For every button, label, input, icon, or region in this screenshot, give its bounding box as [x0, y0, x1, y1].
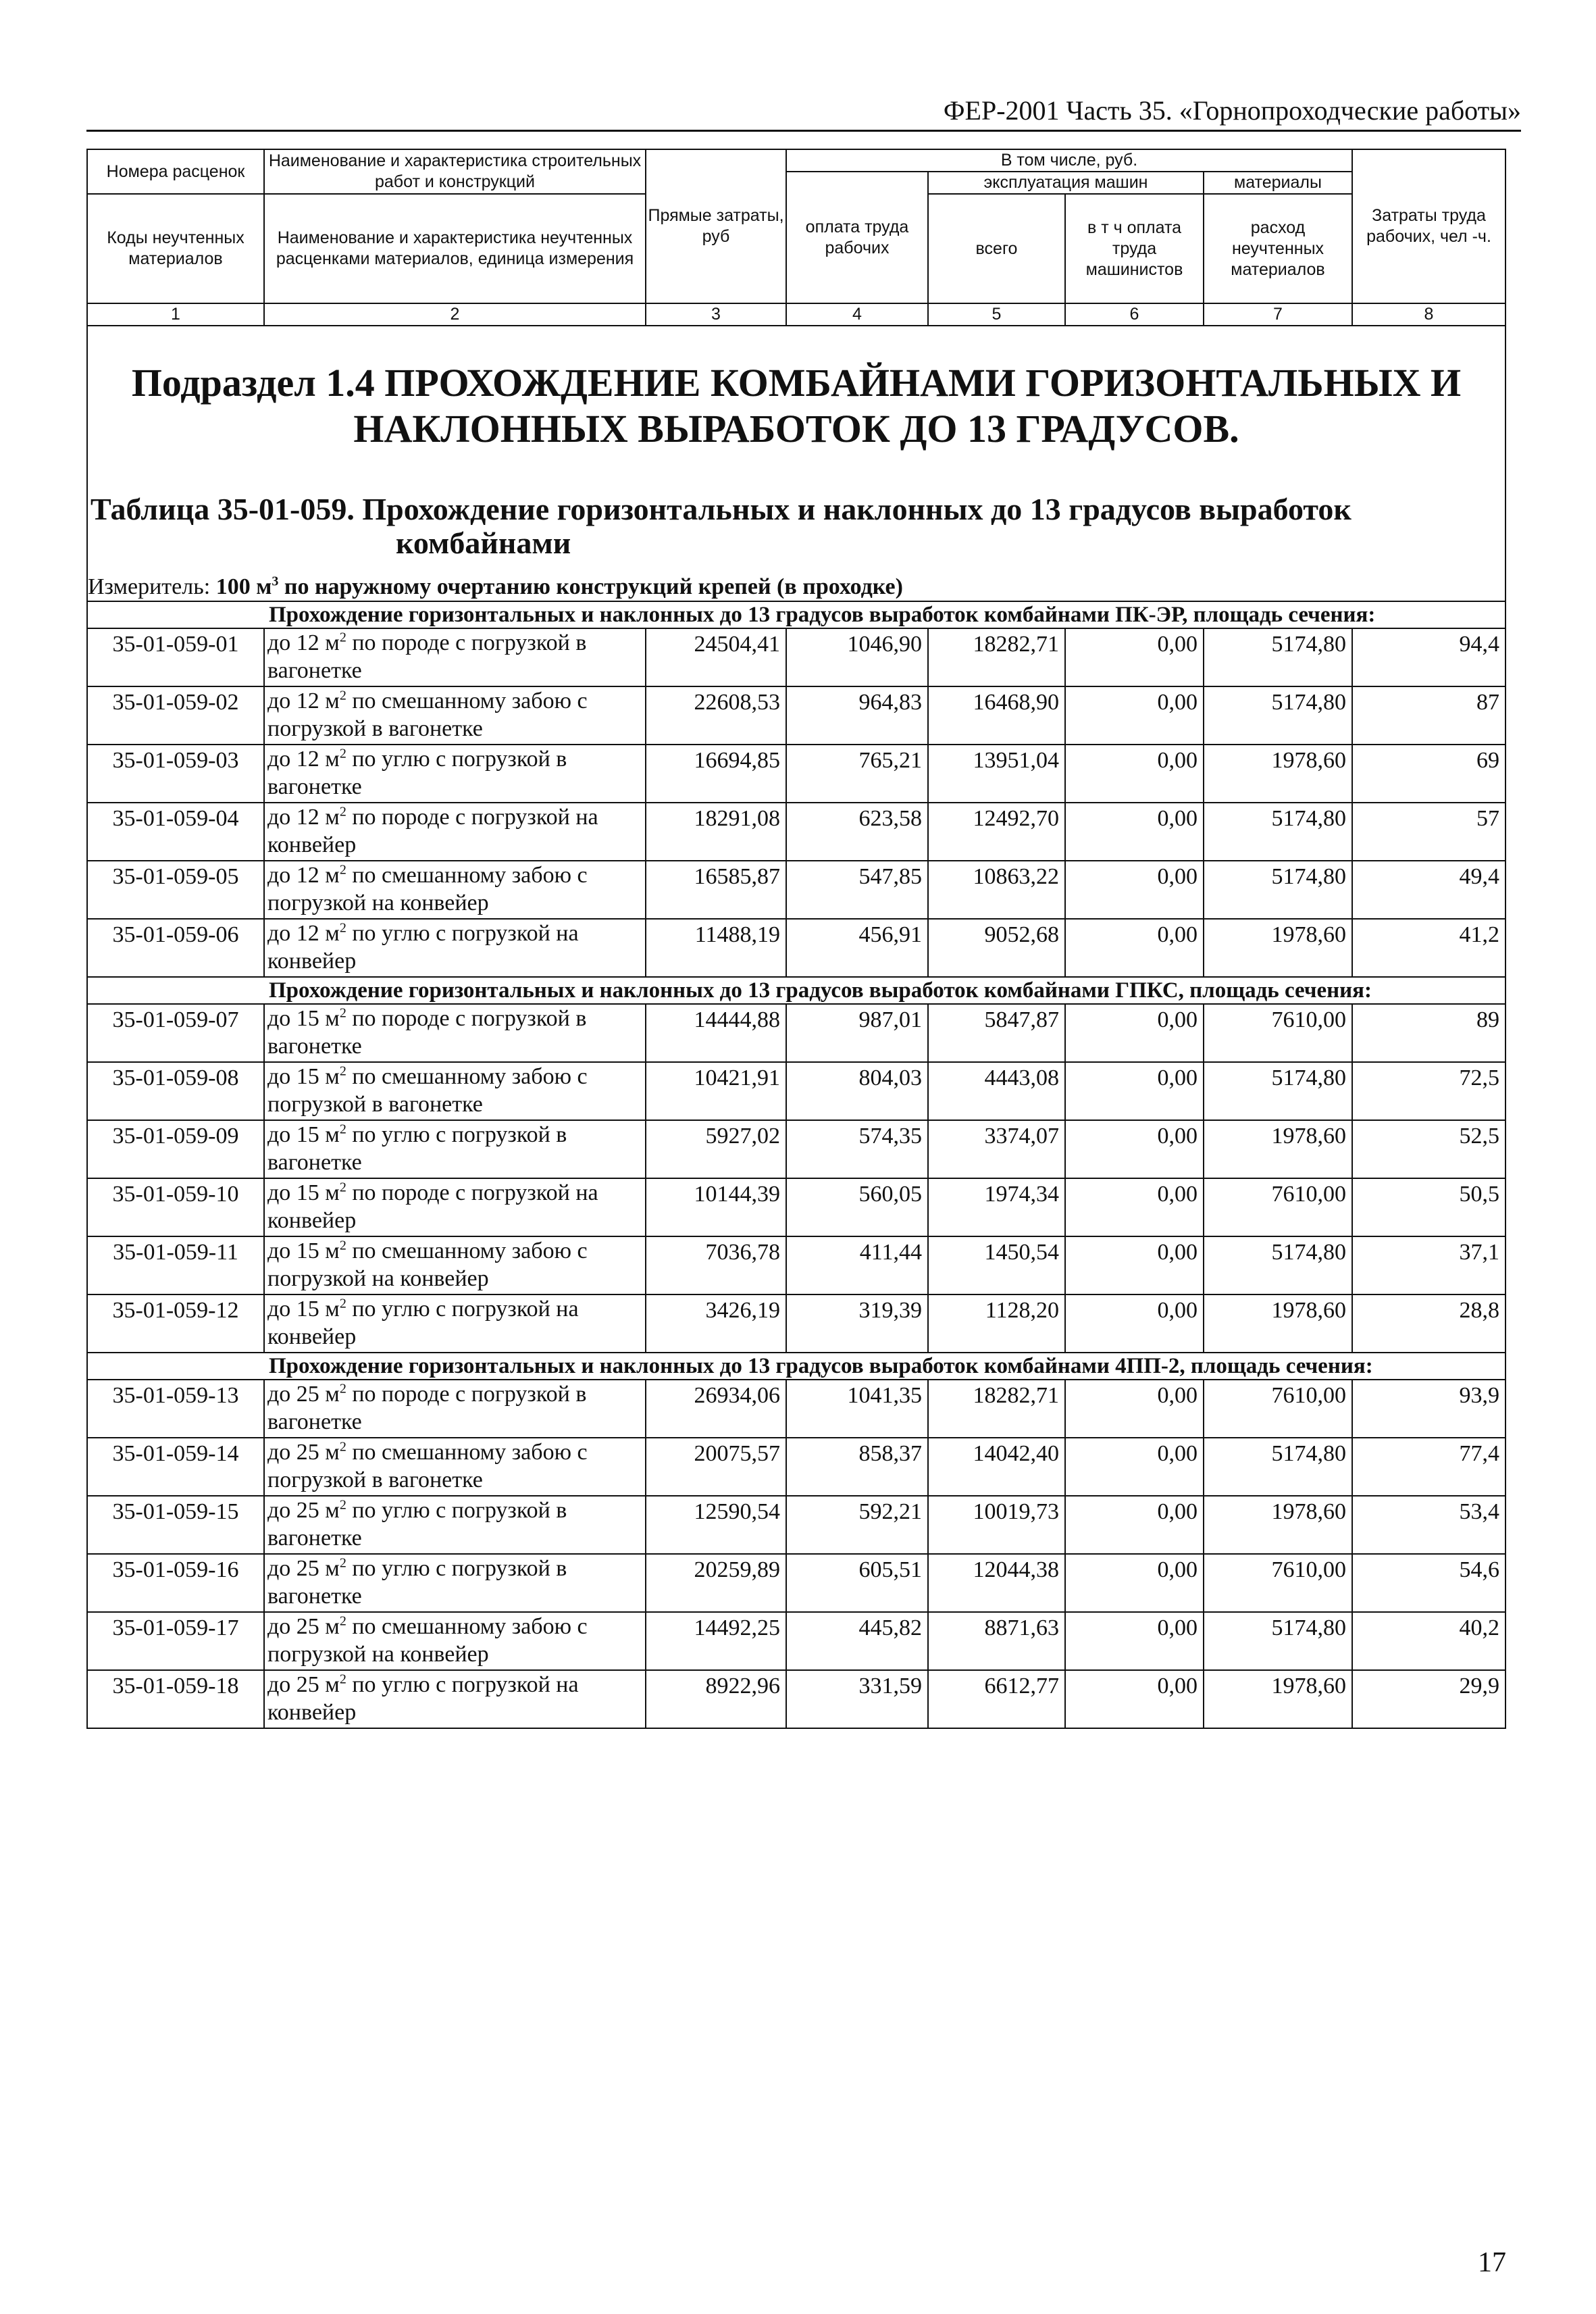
rate-code: 35-01-059-12	[87, 1294, 264, 1353]
labor-hours: 29,9	[1352, 1670, 1505, 1728]
direct-cost: 14444,88	[646, 1004, 786, 1062]
operator-cost: 0,00	[1065, 686, 1204, 745]
work-description: до 15 $м^2$ по породе с погрузкой на конвейер	[264, 1178, 646, 1236]
rate-code: 35-01-059-10	[87, 1178, 264, 1236]
machine-cost: 18282,71	[928, 1380, 1065, 1438]
labor-hours: 69	[1352, 745, 1505, 803]
labor-hours: 52,5	[1352, 1120, 1505, 1178]
material-cost: 5174,80	[1204, 1438, 1352, 1496]
work-description: до 12 $м^2$ по смешанному забою с погрузкой в вагонетке	[264, 686, 646, 745]
direct-cost: 18291,08	[646, 803, 786, 861]
labor-cost: 411,44	[786, 1236, 928, 1294]
colnum-3: 3	[646, 303, 786, 326]
colnum-5: 5	[928, 303, 1065, 326]
table-row	[87, 628, 1505, 686]
colnum-2: 2	[264, 303, 646, 326]
work-description: до 12 $м^2$ по углю с погрузкой в вагонетке	[264, 745, 646, 803]
work-description: до 12 $м^2$ по породе с погрузкой на конвейер	[264, 803, 646, 861]
labor-cost: 547,85	[786, 861, 928, 919]
table-row	[87, 1178, 1505, 1236]
table-row	[87, 1670, 1505, 1728]
material-cost: 5174,80	[1204, 861, 1352, 919]
operator-cost: 0,00	[1065, 861, 1204, 919]
table-row	[87, 1496, 1505, 1554]
labor-hours: 53,4	[1352, 1496, 1505, 1554]
labor-hours: 41,2	[1352, 919, 1505, 977]
group-row	[87, 1353, 1505, 1380]
col5-header: всего	[928, 194, 1065, 303]
direct-cost: 11488,19	[646, 919, 786, 977]
labor-cost: 623,58	[786, 803, 928, 861]
operator-cost: 0,00	[1065, 1236, 1204, 1294]
rate-code: 35-01-059-01	[87, 628, 264, 686]
measure-prefix: Измеритель:	[88, 574, 216, 599]
work-description: до 15 $м^2$ по углю с погрузкой на конвейер	[264, 1294, 646, 1353]
rate-code: 35-01-059-18	[87, 1670, 264, 1728]
table-row	[87, 919, 1505, 977]
rate-code: 35-01-059-11	[87, 1236, 264, 1294]
table-row	[87, 1438, 1505, 1496]
machine-cost: 3374,07	[928, 1120, 1065, 1178]
table-row	[87, 686, 1505, 745]
machine-cost: 16468,90	[928, 686, 1065, 745]
material-cost: 1978,60	[1204, 745, 1352, 803]
labor-cost: 858,37	[786, 1438, 928, 1496]
rates-table	[86, 149, 1506, 1729]
group-title: Прохождение горизонтальных и наклонных до 13 градусов выработок комбайнами ГПКС, площадь сечения:	[87, 977, 1505, 1004]
labor-cost: 592,21	[786, 1496, 928, 1554]
operator-cost: 0,00	[1065, 1294, 1204, 1353]
material-cost: 5174,80	[1204, 803, 1352, 861]
colnum-4: 4	[786, 303, 928, 326]
material-cost: 5174,80	[1204, 686, 1352, 745]
table-row	[87, 1236, 1505, 1294]
table-title-line1: Таблица 35-01-059. Прохождение горизонтальных и наклонных до 13 градусов выработок	[91, 492, 1352, 526]
labor-hours: 28,8	[1352, 1294, 1505, 1353]
material-cost: 1978,60	[1204, 1120, 1352, 1178]
col2-header-bottom: Наименование и характеристика неучтенных расценками материалов, единица измерения	[264, 194, 646, 303]
rate-code: 35-01-059-06	[87, 919, 264, 977]
page-number: 17	[1478, 2247, 1506, 2278]
machine-cost: 9052,68	[928, 919, 1065, 977]
col2-header-top: Наименование и характеристика строительных работ и конструкций	[264, 149, 646, 194]
measure-value: 100 $м^3$	[215, 574, 279, 599]
rate-code: 35-01-059-02	[87, 686, 264, 745]
rate-code: 35-01-059-04	[87, 803, 264, 861]
labor-hours: 93,9	[1352, 1380, 1505, 1438]
col1-header-top: Номера расценок	[87, 149, 264, 194]
material-cost: 5174,80	[1204, 628, 1352, 686]
labor-hours: 87	[1352, 686, 1505, 745]
machine-cost: 18282,71	[928, 628, 1065, 686]
labor-hours: 40,2	[1352, 1612, 1505, 1670]
labor-cost: 1046,90	[786, 628, 928, 686]
table-row	[87, 1120, 1505, 1178]
labor-cost: 560,05	[786, 1178, 928, 1236]
labor-hours: 57	[1352, 803, 1505, 861]
machine-cost: 14042,40	[928, 1438, 1065, 1496]
labor-cost: 331,59	[786, 1670, 928, 1728]
direct-cost: 22608,53	[646, 686, 786, 745]
machine-cost: 10863,22	[928, 861, 1065, 919]
material-cost: 1978,60	[1204, 1670, 1352, 1728]
rate-code: 35-01-059-05	[87, 861, 264, 919]
direct-cost: 20075,57	[646, 1438, 786, 1496]
colnum-7: 7	[1204, 303, 1352, 326]
direct-cost: 8922,96	[646, 1670, 786, 1728]
operator-cost: 0,00	[1065, 1496, 1204, 1554]
table-title-line2: комбайнами	[396, 526, 571, 560]
direct-cost: 26934,06	[646, 1380, 786, 1438]
rate-code: 35-01-059-07	[87, 1004, 264, 1062]
direct-cost: 14492,25	[646, 1612, 786, 1670]
labor-cost: 987,01	[786, 1004, 928, 1062]
labor-hours: 72,5	[1352, 1062, 1505, 1120]
col1-header-bottom: Коды неучтенных материалов	[87, 194, 264, 303]
labor-hours: 54,6	[1352, 1554, 1505, 1612]
colnum-1: 1	[87, 303, 264, 326]
operator-cost: 0,00	[1065, 1380, 1204, 1438]
operator-cost: 0,00	[1065, 1062, 1204, 1120]
direct-cost: 12590,54	[646, 1496, 786, 1554]
materials-header: материалы	[1204, 172, 1352, 194]
operator-cost: 0,00	[1065, 745, 1204, 803]
labor-hours: 94,4	[1352, 628, 1505, 686]
machine-cost: 12492,70	[928, 803, 1065, 861]
machine-cost: 1128,20	[928, 1294, 1065, 1353]
material-cost: 7610,00	[1204, 1004, 1352, 1062]
group-title: Прохождение горизонтальных и наклонных до 13 градусов выработок комбайнами ПК-ЭР, площадь сечения:	[87, 601, 1505, 628]
labor-hours: 49,4	[1352, 861, 1505, 919]
direct-cost: 7036,78	[646, 1236, 786, 1294]
rate-code: 35-01-059-09	[87, 1120, 264, 1178]
labor-cost: 765,21	[786, 745, 928, 803]
table-row	[87, 1612, 1505, 1670]
work-description: до 12 $м^2$ по смешанному забою с погрузкой на конвейер	[264, 861, 646, 919]
header-rule	[86, 130, 1521, 132]
operator-cost: 0,00	[1065, 1120, 1204, 1178]
col6-header: в т ч оплата труда машинистов	[1065, 194, 1204, 303]
direct-cost: 24504,41	[646, 628, 786, 686]
machine-cost: 1974,34	[928, 1178, 1065, 1236]
labor-hours: 37,1	[1352, 1236, 1505, 1294]
col8-header: Затраты труда рабочих, чел -ч.	[1352, 149, 1505, 303]
rate-code: 35-01-059-03	[87, 745, 264, 803]
material-cost: 1978,60	[1204, 1294, 1352, 1353]
labor-cost: 964,83	[786, 686, 928, 745]
labor-cost: 574,35	[786, 1120, 928, 1178]
work-description: до 12 $м^2$ по породе с погрузкой в вагонетке	[264, 628, 646, 686]
operator-cost: 0,00	[1065, 1438, 1204, 1496]
material-cost: 7610,00	[1204, 1380, 1352, 1438]
section-heading-cell	[87, 326, 1505, 574]
direct-cost: 16694,85	[646, 745, 786, 803]
machine-cost: 13951,04	[928, 745, 1065, 803]
table-title	[91, 493, 1505, 560]
measure-suffix: по наружному очертанию конструкций крепей (в проходке)	[278, 574, 903, 599]
table-row	[87, 1380, 1505, 1438]
work-description: до 15 $м^2$ по смешанному забою с погрузкой в вагонетке	[264, 1062, 646, 1120]
labor-hours: 50,5	[1352, 1178, 1505, 1236]
labor-cost: 1041,35	[786, 1380, 928, 1438]
material-cost: 7610,00	[1204, 1178, 1352, 1236]
material-cost: 5174,80	[1204, 1062, 1352, 1120]
machine-cost: 5847,87	[928, 1004, 1065, 1062]
material-cost: 1978,60	[1204, 919, 1352, 977]
direct-cost: 5927,02	[646, 1120, 786, 1178]
rate-code: 35-01-059-15	[87, 1496, 264, 1554]
table-row	[87, 745, 1505, 803]
work-description: до 25 $м^2$ по породе с погрузкой в вагонетке	[264, 1380, 646, 1438]
machine-cost: 6612,77	[928, 1670, 1065, 1728]
rate-code: 35-01-059-14	[87, 1438, 264, 1496]
table-row	[87, 1294, 1505, 1353]
table-row	[87, 1004, 1505, 1062]
labor-cost: 319,39	[786, 1294, 928, 1353]
operator-cost: 0,00	[1065, 1178, 1204, 1236]
work-description: до 15 $м^2$ по углю с погрузкой в вагонетке	[264, 1120, 646, 1178]
work-description: до 25 $м^2$ по смешанному забою с погрузкой на конвейер	[264, 1612, 646, 1670]
group-title: Прохождение горизонтальных и наклонных до 13 градусов выработок комбайнами 4ПП-2, площадь сечения:	[87, 1353, 1505, 1380]
operator-cost: 0,00	[1065, 628, 1204, 686]
labor-hours: 77,4	[1352, 1438, 1505, 1496]
labor-cost: 605,51	[786, 1554, 928, 1612]
table-row	[87, 1062, 1505, 1120]
machine-cost: 10019,73	[928, 1496, 1065, 1554]
operator-cost: 0,00	[1065, 1612, 1204, 1670]
colnum-6: 6	[1065, 303, 1204, 326]
labor-cost: 456,91	[786, 919, 928, 977]
page-header: ФЕР-2001 Часть 35. «Горнопроходческие работы»	[943, 95, 1521, 126]
work-description: до 25 $м^2$ по углю с погрузкой на конвейер	[264, 1670, 646, 1728]
colnum-8: 8	[1352, 303, 1505, 326]
direct-cost: 16585,87	[646, 861, 786, 919]
machine-cost: 1450,54	[928, 1236, 1065, 1294]
operator-cost: 0,00	[1065, 919, 1204, 977]
col3-header: Прямые затраты, руб	[646, 149, 786, 303]
direct-cost: 10421,91	[646, 1062, 786, 1120]
subsection-title: Подраздел 1.4 ПРОХОЖДЕНИЕ КОМБАЙНАМИ ГОРИЗОНТАЛЬНЫХ И НАКЛОННЫХ ВЫРАБОТОК ДО 13 ГРАДУСОВ.	[131, 361, 1462, 451]
machine-cost: 12044,38	[928, 1554, 1065, 1612]
rate-code: 35-01-059-17	[87, 1612, 264, 1670]
material-cost: 1978,60	[1204, 1496, 1352, 1554]
work-description: до 12 $м^2$ по углю с погрузкой на конвейер	[264, 919, 646, 977]
material-cost: 7610,00	[1204, 1554, 1352, 1612]
incl-header: В том числе, руб.	[786, 149, 1352, 172]
measure-line	[87, 574, 1505, 601]
labor-hours: 89	[1352, 1004, 1505, 1062]
rate-code: 35-01-059-16	[87, 1554, 264, 1612]
table-row	[87, 803, 1505, 861]
direct-cost: 20259,89	[646, 1554, 786, 1612]
work-description: до 15 $м^2$ по смешанному забою с погрузкой на конвейер	[264, 1236, 646, 1294]
direct-cost: 10144,39	[646, 1178, 786, 1236]
material-cost: 5174,80	[1204, 1236, 1352, 1294]
work-description: до 25 $м^2$ по углю с погрузкой в вагонетке	[264, 1554, 646, 1612]
machine-cost: 4443,08	[928, 1062, 1065, 1120]
machines-header: эксплуатация машин	[928, 172, 1204, 194]
col7-header: расход неучтенных материалов	[1204, 194, 1352, 303]
operator-cost: 0,00	[1065, 1004, 1204, 1062]
machine-cost: 8871,63	[928, 1612, 1065, 1670]
rate-code: 35-01-059-08	[87, 1062, 264, 1120]
labor-cost: 445,82	[786, 1612, 928, 1670]
operator-cost: 0,00	[1065, 1670, 1204, 1728]
work-description: до 15 $м^2$ по породе с погрузкой в вагонетке	[264, 1004, 646, 1062]
operator-cost: 0,00	[1065, 1554, 1204, 1612]
work-description: до 25 $м^2$ по смешанному забою с погрузкой в вагонетке	[264, 1438, 646, 1496]
table-row	[87, 1554, 1505, 1612]
rate-code: 35-01-059-13	[87, 1380, 264, 1438]
labor-cost: 804,03	[786, 1062, 928, 1120]
table-row	[87, 861, 1505, 919]
direct-cost: 3426,19	[646, 1294, 786, 1353]
group-row	[87, 601, 1505, 628]
operator-cost: 0,00	[1065, 803, 1204, 861]
material-cost: 5174,80	[1204, 1612, 1352, 1670]
work-description: до 25 $м^2$ по углю с погрузкой в вагонетке	[264, 1496, 646, 1554]
group-row	[87, 977, 1505, 1004]
col4-header: оплата труда рабочих	[786, 172, 928, 303]
